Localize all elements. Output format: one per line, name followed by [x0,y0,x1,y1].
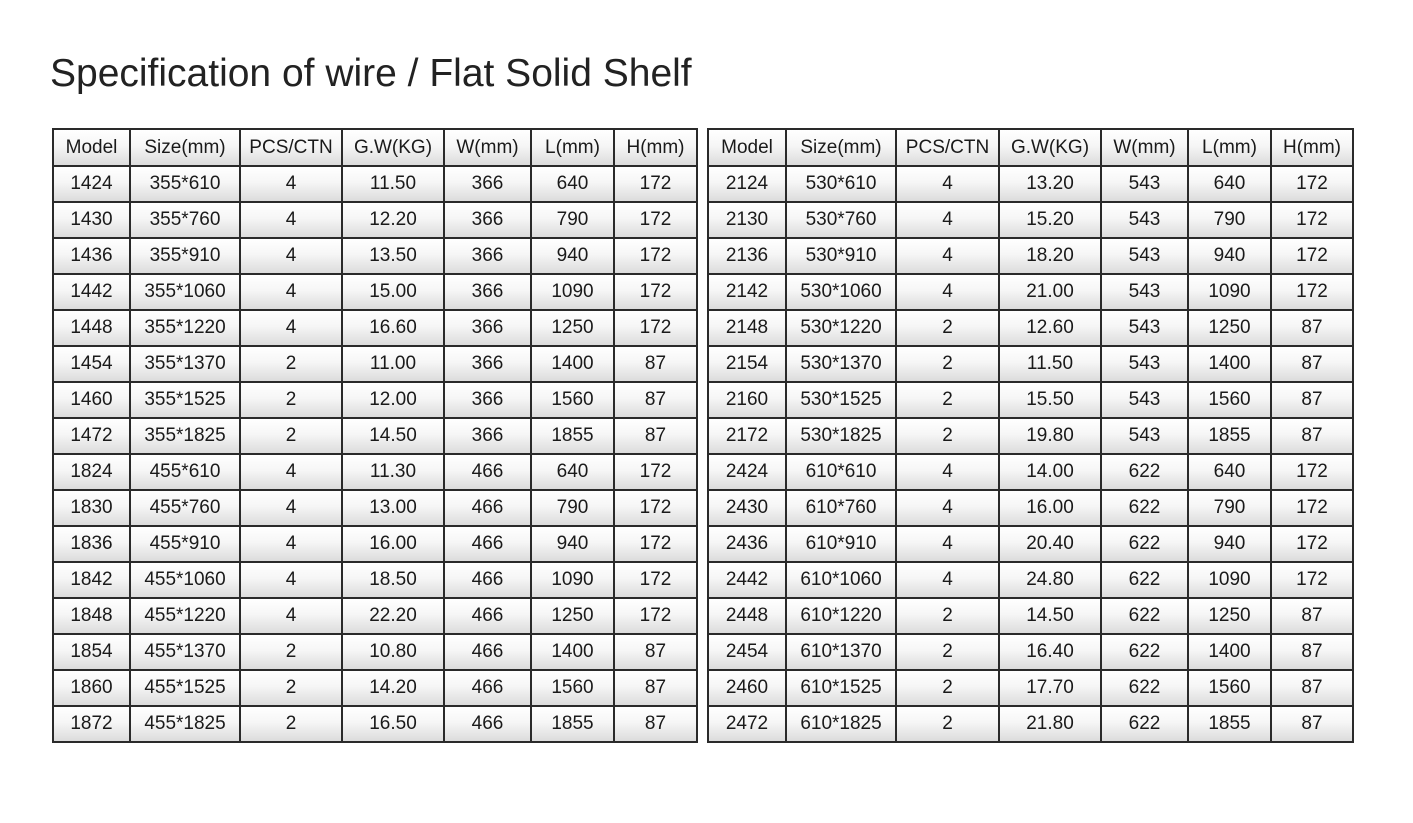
table-cell: 455*910 [130,526,240,562]
table-cell: 17.70 [999,670,1101,706]
table-cell: 543 [1101,418,1188,454]
table-cell: 640 [531,454,614,490]
table-cell: 1854 [53,634,130,670]
table-cell: 15.20 [999,202,1101,238]
table-cell: 4 [896,238,999,274]
table-cell: 790 [531,202,614,238]
table-cell: 366 [444,274,531,310]
table-cell: 10.80 [342,634,444,670]
table-row [708,346,1353,382]
table-cell: 466 [444,526,531,562]
table-cell: 87 [1271,382,1353,418]
table-cell: 14.50 [999,598,1101,634]
table-cell: 455*1220 [130,598,240,634]
table-row [53,598,697,634]
table-cell: 1090 [531,274,614,310]
table-cell: 610*1370 [786,634,896,670]
column-header-length: L(mm) [531,129,614,166]
column-header-height: H(mm) [614,129,697,166]
table-cell: 4 [896,562,999,598]
table-cell: 366 [444,382,531,418]
table-cell: 790 [1188,490,1271,526]
table-cell: 366 [444,202,531,238]
table-cell: 2 [896,706,999,742]
table-cell: 543 [1101,166,1188,202]
page-title: Specification of wire / Flat Solid Shelf [50,52,692,95]
table-cell: 530*1220 [786,310,896,346]
table-cell: 12.60 [999,310,1101,346]
table-cell: 610*610 [786,454,896,490]
table-cell: 4 [240,238,342,274]
table-row [708,670,1353,706]
table-cell: 1824 [53,454,130,490]
table-cell: 172 [1271,166,1353,202]
table-cell: 18.20 [999,238,1101,274]
table-cell: 172 [614,310,697,346]
table-cell: 4 [896,202,999,238]
table-cell: 11.30 [342,454,444,490]
table-cell: 4 [240,202,342,238]
table-cell: 2 [896,310,999,346]
table-row [53,238,697,274]
table-cell: 610*1525 [786,670,896,706]
table-cell: 16.60 [342,310,444,346]
table-row [708,706,1353,742]
table-cell: 2448 [708,598,786,634]
table-cell: 530*610 [786,166,896,202]
table-cell: 4 [896,166,999,202]
column-header-pcs-ctn: PCS/CTN [240,129,342,166]
table-cell: 610*1060 [786,562,896,598]
table-cell: 172 [1271,238,1353,274]
table-cell: 4 [240,598,342,634]
table-cell: 22.20 [342,598,444,634]
table-row [708,562,1353,598]
table-cell: 4 [240,166,342,202]
table-row [708,382,1353,418]
table-cell: 172 [1271,454,1353,490]
table-cell: 1855 [1188,706,1271,742]
table-cell: 366 [444,346,531,382]
table-cell: 466 [444,598,531,634]
table-cell: 4 [240,274,342,310]
table-cell: 466 [444,562,531,598]
table-cell: 530*760 [786,202,896,238]
table-row [53,382,697,418]
table-cell: 355*910 [130,238,240,274]
table-cell: 1090 [531,562,614,598]
table-cell: 16.50 [342,706,444,742]
table-cell: 2 [896,634,999,670]
table-cell: 1400 [531,346,614,382]
table-row [708,274,1353,310]
table-cell: 87 [614,706,697,742]
table-cell: 172 [614,490,697,526]
table-cell: 1855 [1188,418,1271,454]
table-cell: 790 [1188,202,1271,238]
table-cell: 530*1525 [786,382,896,418]
table-cell: 622 [1101,598,1188,634]
table-cell: 1872 [53,706,130,742]
table-cell: 172 [1271,526,1353,562]
table-cell: 172 [614,598,697,634]
table-cell: 2 [896,418,999,454]
table-cell: 543 [1101,274,1188,310]
table-cell: 355*1370 [130,346,240,382]
table-cell: 172 [614,166,697,202]
table-cell: 355*1060 [130,274,240,310]
table-cell: 1830 [53,490,130,526]
table-cell: 2424 [708,454,786,490]
table-cell: 87 [614,670,697,706]
table-cell: 1460 [53,382,130,418]
table-cell: 20.40 [999,526,1101,562]
table-row [53,706,697,742]
table-cell: 172 [614,526,697,562]
table-cell: 530*910 [786,238,896,274]
table-cell: 622 [1101,706,1188,742]
table-cell: 543 [1101,238,1188,274]
table-cell: 1860 [53,670,130,706]
column-header-width: W(mm) [1101,129,1188,166]
table-cell: 1442 [53,274,130,310]
table-cell: 2442 [708,562,786,598]
table-cell: 940 [1188,526,1271,562]
table-cell: 1448 [53,310,130,346]
table-row [708,490,1353,526]
table-cell: 2142 [708,274,786,310]
table-cell: 1090 [1188,562,1271,598]
table-row [53,202,697,238]
table-cell: 4 [240,490,342,526]
table-cell: 622 [1101,562,1188,598]
column-header-model: Model [708,129,786,166]
table-row [708,238,1353,274]
table-cell: 172 [614,274,697,310]
table-row [708,418,1353,454]
table-cell: 11.00 [342,346,444,382]
table-cell: 1842 [53,562,130,598]
table-cell: 172 [614,562,697,598]
table-cell: 1560 [531,382,614,418]
spec-table-right [707,128,1354,743]
table-cell: 87 [614,382,697,418]
column-header-length: L(mm) [1188,129,1271,166]
table-cell: 4 [896,454,999,490]
table-cell: 2148 [708,310,786,346]
table-row [53,634,697,670]
table-cell: 87 [614,418,697,454]
table-cell: 466 [444,490,531,526]
table-cell: 1430 [53,202,130,238]
table-cell: 1400 [1188,346,1271,382]
table-row [53,274,697,310]
table-cell: 622 [1101,526,1188,562]
table-cell: 530*1370 [786,346,896,382]
table-cell: 87 [1271,598,1353,634]
table-cell: 622 [1101,454,1188,490]
table-cell: 4 [896,526,999,562]
table-row [53,310,697,346]
table-cell: 2 [240,670,342,706]
table-row [53,526,697,562]
table-cell: 455*610 [130,454,240,490]
table-row [708,310,1353,346]
table-cell: 2 [896,670,999,706]
table-cell: 24.80 [999,562,1101,598]
table-cell: 530*1825 [786,418,896,454]
table-cell: 640 [1188,454,1271,490]
table-cell: 1848 [53,598,130,634]
table-cell: 2460 [708,670,786,706]
table-cell: 1436 [53,238,130,274]
table-cell: 172 [1271,490,1353,526]
table-cell: 366 [444,310,531,346]
table-cell: 543 [1101,202,1188,238]
table-cell: 610*760 [786,490,896,526]
table-cell: 21.80 [999,706,1101,742]
table-row [53,670,697,706]
table-cell: 622 [1101,490,1188,526]
table-cell: 87 [1271,346,1353,382]
header-row [708,129,1353,166]
table-cell: 1424 [53,166,130,202]
table-cell: 172 [614,454,697,490]
table-cell: 1472 [53,418,130,454]
table-cell: 13.00 [342,490,444,526]
column-header-size: Size(mm) [130,129,240,166]
table-cell: 610*1220 [786,598,896,634]
table-cell: 940 [1188,238,1271,274]
table-cell: 2472 [708,706,786,742]
table-cell: 1836 [53,526,130,562]
table-cell: 455*1060 [130,562,240,598]
table-cell: 172 [1271,562,1353,598]
table-cell: 940 [531,238,614,274]
table-cell: 87 [1271,310,1353,346]
table-row [53,562,697,598]
table-cell: 543 [1101,346,1188,382]
table-cell: 2 [240,346,342,382]
table-cell: 4 [896,274,999,310]
table-cell: 1250 [1188,598,1271,634]
table-row [53,490,697,526]
table-cell: 366 [444,238,531,274]
table-cell: 640 [1188,166,1271,202]
table-cell: 16.00 [342,526,444,562]
table-cell: 455*1525 [130,670,240,706]
table-cell: 4 [240,454,342,490]
table-cell: 87 [614,634,697,670]
table-cell: 790 [531,490,614,526]
table-cell: 19.80 [999,418,1101,454]
table-cell: 11.50 [999,346,1101,382]
table-cell: 2124 [708,166,786,202]
column-header-size: Size(mm) [786,129,896,166]
table-cell: 1250 [1188,310,1271,346]
table-cell: 466 [444,670,531,706]
table-cell: 640 [531,166,614,202]
table-row [708,202,1353,238]
table-cell: 2 [896,382,999,418]
table-cell: 15.00 [342,274,444,310]
table-cell: 355*610 [130,166,240,202]
table-cell: 172 [614,238,697,274]
table-cell: 2 [896,346,999,382]
table-cell: 2436 [708,526,786,562]
table-cell: 13.50 [342,238,444,274]
table-cell: 455*760 [130,490,240,526]
table-cell: 87 [1271,418,1353,454]
table-cell: 87 [614,346,697,382]
table-cell: 14.20 [342,670,444,706]
table-cell: 466 [444,634,531,670]
table-cell: 2 [240,382,342,418]
table-cell: 14.00 [999,454,1101,490]
table-cell: 2154 [708,346,786,382]
table-cell: 1454 [53,346,130,382]
table-cell: 610*910 [786,526,896,562]
table-cell: 172 [1271,274,1353,310]
table-cell: 622 [1101,634,1188,670]
table-cell: 15.50 [999,382,1101,418]
table-cell: 455*1370 [130,634,240,670]
table-cell: 87 [1271,706,1353,742]
table-cell: 455*1825 [130,706,240,742]
table-cell: 2160 [708,382,786,418]
table-cell: 366 [444,418,531,454]
column-header-gross-weight: G.W(KG) [999,129,1101,166]
table-cell: 1560 [1188,670,1271,706]
table-cell: 355*760 [130,202,240,238]
table-cell: 87 [1271,634,1353,670]
table-cell: 1855 [531,418,614,454]
column-header-height: H(mm) [1271,129,1353,166]
table-cell: 1560 [1188,382,1271,418]
column-header-pcs-ctn: PCS/CTN [896,129,999,166]
table-row [53,166,697,202]
table-cell: 2430 [708,490,786,526]
table-cell: 466 [444,454,531,490]
table-row [708,598,1353,634]
column-header-gross-weight: G.W(KG) [342,129,444,166]
table-cell: 355*1220 [130,310,240,346]
table-cell: 2 [240,634,342,670]
table-row [53,346,697,382]
table-cell: 2 [240,418,342,454]
table-cell: 355*1825 [130,418,240,454]
table-cell: 4 [240,562,342,598]
table-cell: 1250 [531,310,614,346]
table-cell: 1090 [1188,274,1271,310]
table-cell: 4 [240,526,342,562]
table-row [708,166,1353,202]
column-header-model: Model [53,129,130,166]
table-cell: 530*1060 [786,274,896,310]
table-cell: 622 [1101,670,1188,706]
table-cell: 1250 [531,598,614,634]
table-cell: 466 [444,706,531,742]
table-cell: 543 [1101,310,1188,346]
table-cell: 13.20 [999,166,1101,202]
table-row [708,634,1353,670]
table-cell: 2 [896,598,999,634]
header-row [53,129,697,166]
table-cell: 1400 [1188,634,1271,670]
table-cell: 12.20 [342,202,444,238]
table-cell: 21.00 [999,274,1101,310]
table-cell: 1400 [531,634,614,670]
table-cell: 4 [240,310,342,346]
table-cell: 610*1825 [786,706,896,742]
table-cell: 1560 [531,670,614,706]
table-cell: 2130 [708,202,786,238]
table-cell: 366 [444,166,531,202]
table-cell: 87 [1271,670,1353,706]
table-row [53,454,697,490]
table-cell: 2 [240,706,342,742]
table-cell: 355*1525 [130,382,240,418]
spec-table-left [52,128,698,743]
table-cell: 172 [614,202,697,238]
table-cell: 12.00 [342,382,444,418]
table-row [708,526,1353,562]
table-row [708,454,1353,490]
table-cell: 543 [1101,382,1188,418]
table-cell: 16.00 [999,490,1101,526]
column-header-width: W(mm) [444,129,531,166]
table-cell: 2136 [708,238,786,274]
table-cell: 18.50 [342,562,444,598]
table-cell: 172 [1271,202,1353,238]
table-cell: 4 [896,490,999,526]
table-cell: 16.40 [999,634,1101,670]
table-cell: 14.50 [342,418,444,454]
table-row [53,418,697,454]
table-cell: 1855 [531,706,614,742]
table-cell: 2454 [708,634,786,670]
table-cell: 2172 [708,418,786,454]
table-cell: 940 [531,526,614,562]
table-cell: 11.50 [342,166,444,202]
